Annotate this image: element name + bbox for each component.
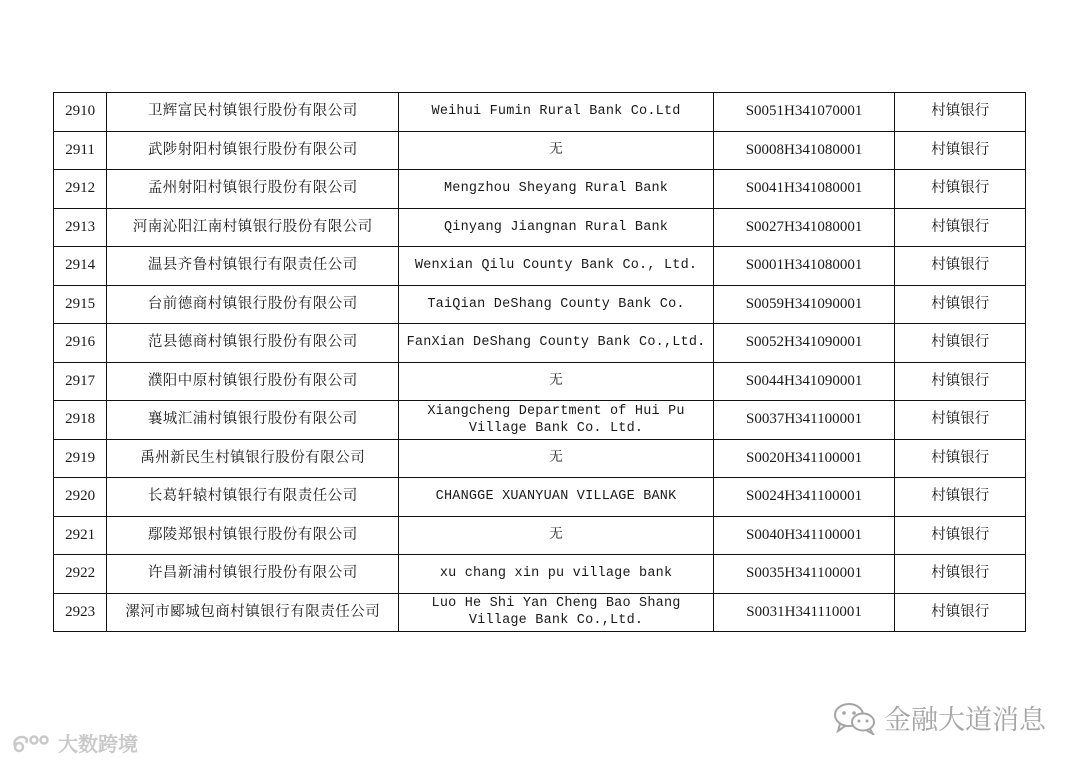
- row-number-cell: 2916: [54, 324, 107, 363]
- english-name-cell: 无: [399, 439, 713, 478]
- row-number-cell: 2919: [54, 439, 107, 478]
- row-number-cell: 2915: [54, 285, 107, 324]
- bank-table-body: [54, 93, 1026, 632]
- english-name-cell: 无: [399, 516, 713, 555]
- institution-type-cell: 村镇银行: [895, 593, 1026, 632]
- watermark-right-text: 金融大道消息: [884, 705, 1046, 736]
- english-name-cell: Mengzhou Sheyang Rural Bank: [399, 170, 713, 209]
- table-row: [54, 93, 1026, 132]
- watermark-left-text: 大数跨境: [58, 732, 138, 756]
- institution-type-cell: 村镇银行: [895, 170, 1026, 209]
- watermark-right: [832, 698, 1046, 737]
- english-name-cell: TaiQian DeShang County Bank Co.: [399, 285, 713, 324]
- table-row: [54, 208, 1026, 247]
- institution-type-cell: 村镇银行: [895, 478, 1026, 517]
- english-name-cell: Wenxian Qilu County Bank Co., Ltd.: [399, 247, 713, 286]
- chinese-name-cell: 武陟射阳村镇银行股份有限公司: [107, 131, 399, 170]
- chinese-name-cell: 襄城汇浦村镇银行股份有限公司: [107, 401, 399, 440]
- chinese-name-cell: 濮阳中原村镇银行股份有限公司: [107, 362, 399, 401]
- institution-code-cell: S0040H341100001: [713, 516, 895, 555]
- table-row: [54, 478, 1026, 517]
- chinese-name-cell: 卫辉富民村镇银行股份有限公司: [107, 93, 399, 132]
- wechat-logo-icon: [832, 701, 878, 735]
- institution-type-cell: 村镇银行: [895, 131, 1026, 170]
- institution-code-cell: S0031H341110001: [713, 593, 895, 632]
- english-name-cell: Weihui Fumin Rural Bank Co.Ltd: [399, 93, 713, 132]
- row-number-cell: 2913: [54, 208, 107, 247]
- institution-type-cell: 村镇银行: [895, 208, 1026, 247]
- table-row: [54, 131, 1026, 170]
- chinese-name-cell: 鄢陵郑银村镇银行股份有限公司: [107, 516, 399, 555]
- institution-code-cell: S0027H341080001: [713, 208, 895, 247]
- chinese-name-cell: 孟州射阳村镇银行股份有限公司: [107, 170, 399, 209]
- institution-code-cell: S0001H341080001: [713, 247, 895, 286]
- institution-type-cell: 村镇银行: [895, 362, 1026, 401]
- institution-type-cell: 村镇银行: [895, 93, 1026, 132]
- table-row: [54, 401, 1026, 440]
- institution-code-cell: S0037H341100001: [713, 401, 895, 440]
- bank-table-container: [53, 92, 1026, 632]
- chinese-name-cell: 台前德商村镇银行股份有限公司: [107, 285, 399, 324]
- institution-code-cell: S0020H341100001: [713, 439, 895, 478]
- chinese-name-cell: 禹州新民生村镇银行股份有限公司: [107, 439, 399, 478]
- table-row: [54, 247, 1026, 286]
- institution-type-cell: 村镇银行: [895, 516, 1026, 555]
- row-number-cell: 2911: [54, 131, 107, 170]
- row-number-cell: 2917: [54, 362, 107, 401]
- chinese-name-cell: 范县德商村镇银行股份有限公司: [107, 324, 399, 363]
- table-row: [54, 593, 1026, 632]
- table-row: [54, 170, 1026, 209]
- row-number-cell: 2914: [54, 247, 107, 286]
- chinese-name-cell: 河南沁阳江南村镇银行股份有限公司: [107, 208, 399, 247]
- row-number-cell: 2910: [54, 93, 107, 132]
- institution-type-cell: 村镇银行: [895, 439, 1026, 478]
- weibo-logo-icon: [10, 731, 54, 755]
- row-number-cell: 2918: [54, 401, 107, 440]
- table-row: [54, 439, 1026, 478]
- english-name-cell: FanXian DeShang County Bank Co.,Ltd.: [399, 324, 713, 363]
- institution-type-cell: 村镇银行: [895, 555, 1026, 594]
- english-name-cell: Qinyang Jiangnan Rural Bank: [399, 208, 713, 247]
- watermark-left: [10, 728, 138, 757]
- table-row: [54, 555, 1026, 594]
- table-row: [54, 324, 1026, 363]
- institution-code-cell: S0041H341080001: [713, 170, 895, 209]
- institution-type-cell: 村镇银行: [895, 324, 1026, 363]
- institution-code-cell: S0024H341100001: [713, 478, 895, 517]
- institution-type-cell: 村镇银行: [895, 247, 1026, 286]
- row-number-cell: 2923: [54, 593, 107, 632]
- institution-code-cell: S0044H341090001: [713, 362, 895, 401]
- english-name-cell: xu chang xin pu village bank: [399, 555, 713, 594]
- bank-table: [53, 92, 1026, 632]
- institution-code-cell: S0035H341100001: [713, 555, 895, 594]
- institution-type-cell: 村镇银行: [895, 285, 1026, 324]
- institution-code-cell: S0008H341080001: [713, 131, 895, 170]
- english-name-cell: Xiangcheng Department of Hui Pu Village Bank Co. Ltd.: [399, 401, 713, 440]
- english-name-cell: Luo He Shi Yan Cheng Bao Shang Village Bank Co.,Ltd.: [399, 593, 713, 632]
- institution-type-cell: 村镇银行: [895, 401, 1026, 440]
- table-row: [54, 285, 1026, 324]
- table-row: [54, 362, 1026, 401]
- institution-code-cell: S0059H341090001: [713, 285, 895, 324]
- chinese-name-cell: 许昌新浦村镇银行股份有限公司: [107, 555, 399, 594]
- row-number-cell: 2920: [54, 478, 107, 517]
- chinese-name-cell: 长葛轩辕村镇银行有限责任公司: [107, 478, 399, 517]
- row-number-cell: 2921: [54, 516, 107, 555]
- row-number-cell: 2922: [54, 555, 107, 594]
- chinese-name-cell: 温县齐鲁村镇银行有限责任公司: [107, 247, 399, 286]
- chinese-name-cell: 漯河市郾城包商村镇银行有限责任公司: [107, 593, 399, 632]
- institution-code-cell: S0051H341070001: [713, 93, 895, 132]
- english-name-cell: 无: [399, 131, 713, 170]
- english-name-cell: 无: [399, 362, 713, 401]
- institution-code-cell: S0052H341090001: [713, 324, 895, 363]
- table-row: [54, 516, 1026, 555]
- english-name-cell: CHANGGE XUANYUAN VILLAGE BANK: [399, 478, 713, 517]
- row-number-cell: 2912: [54, 170, 107, 209]
